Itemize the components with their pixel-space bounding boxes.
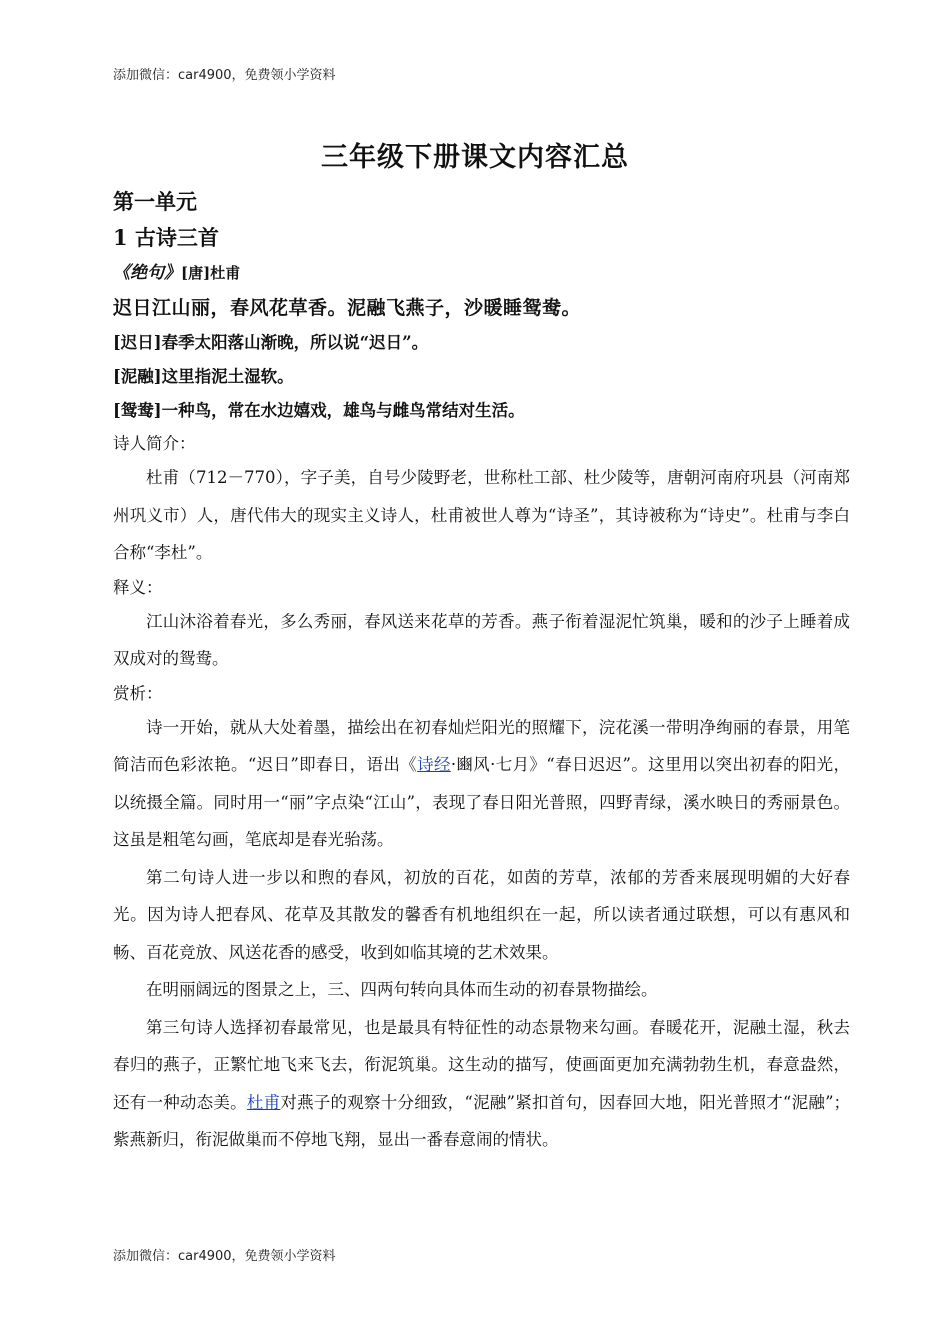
page-title: 三年级下册课文内容汇总 [321, 142, 629, 173]
dufu-link[interactable]: 杜甫 [246, 1092, 281, 1112]
lesson-heading: 1 古诗三首 [113, 225, 219, 250]
analysis-paragraph-2: 第二句诗人进一步以和煦的春风，初放的百花，如茵的芳草，浓郁的芳香来展现明媚的大好春光。因为诗人把春风、花草及其散发的馨香有机地组织在一起，所以读者通过联想，可以有惠风和畅、百花竞放、风送花香的感受，收到如临其境的艺术效果。 [113, 867, 850, 962]
note-yuanyang: [鸳鸯]一种鸟，常在水边嬉戏，雄鸟与雌鸟常结对生活。 [113, 401, 525, 420]
analysis-paragraph-4 [113, 1009, 850, 1159]
poem-dynasty: [唐] [181, 264, 211, 282]
note-nirong: [泥融]这里指泥土湿软。 [113, 367, 294, 386]
note-chiri: [迟日]春季太阳落山渐晚，所以说“迟日”。 [113, 333, 429, 352]
poet-intro-label: 诗人简介： [113, 434, 196, 453]
analysis-p4-text-a: 第三句诗人选择初春最常见，也是最具有特征性的动态景物来勾画。春暖花开，泥融土湿，秋去春归的燕子，正繁忙地飞来飞去，衔泥筑巢。这生动的描写，使画面更加充满勃勃生机，春意盎然，还有一种动态美。 [113, 1017, 850, 1112]
analysis-paragraph-3: 在明丽阔远的图景之上，三、四两句转向具体而生动的初春景物描绘。 [146, 980, 658, 999]
page-header: 添加微信：car4900，免费领小学资料 [113, 68, 336, 83]
analysis-p1-text-b: ·豳风·七月》“春日迟迟”。这里用以突出初春的阳光，以统摄全篇。同时用一“丽”字点染“江山”，表现了春日阳光普照，四野青绿，溪水映日的秀丽景色。这虽是粗笔勾画，笔底却是春光骀荡。 [113, 755, 851, 849]
poem-author: 杜甫 [210, 264, 241, 282]
analysis-p4-text-b: 对燕子的观察十分细致，“泥融”紧扣首句，因春回大地，阳光普照才“泥融”；紫燕新归，衔泥做巢而不停地飞翔，显出一番春意闹的情状。 [113, 1092, 851, 1149]
meaning-text: 江山沐浴着春光，多么秀丽，春风送来花草的芳香。燕子衔着湿泥忙筑巢，暖和的沙子上睡着成双成对的鸳鸯。 [113, 611, 850, 668]
document-body [113, 184, 850, 1159]
poet-intro-text: 杜甫（712－770），字子美，自号少陵野老，世称杜工部、杜少陵等，唐朝河南府巩县（河南郑州巩义市）人，唐代伟大的现实主义诗人，杜甫被世人尊为“诗圣”，其诗被称为“诗史”。杜甫与李白合称“李杜”。 [113, 468, 850, 562]
page-footer: 添加微信：car4900，免费领小学资料 [113, 1249, 336, 1264]
poem-source [113, 256, 850, 290]
analysis-paragraph-1 [113, 709, 850, 859]
meaning-label: 释义： [113, 577, 163, 597]
unit-heading: 第一单元 [113, 189, 197, 214]
shijing-link[interactable]: 诗经 [417, 755, 451, 774]
poem-title: 《绝句》 [113, 263, 181, 283]
analysis-label: 赏析： [113, 683, 163, 703]
poem-verse: 迟日江山丽，春风花草香。泥融飞燕子，沙暖睡鸳鸯。 [113, 297, 582, 319]
analysis-p1-text-a: 诗一开始，就从大处着墨，描绘出在初春灿烂阳光的照耀下，浣花溪一带明净绚丽的春景，用笔简洁而色彩浓艳。“迟日”即春日，语出《 [113, 717, 850, 774]
